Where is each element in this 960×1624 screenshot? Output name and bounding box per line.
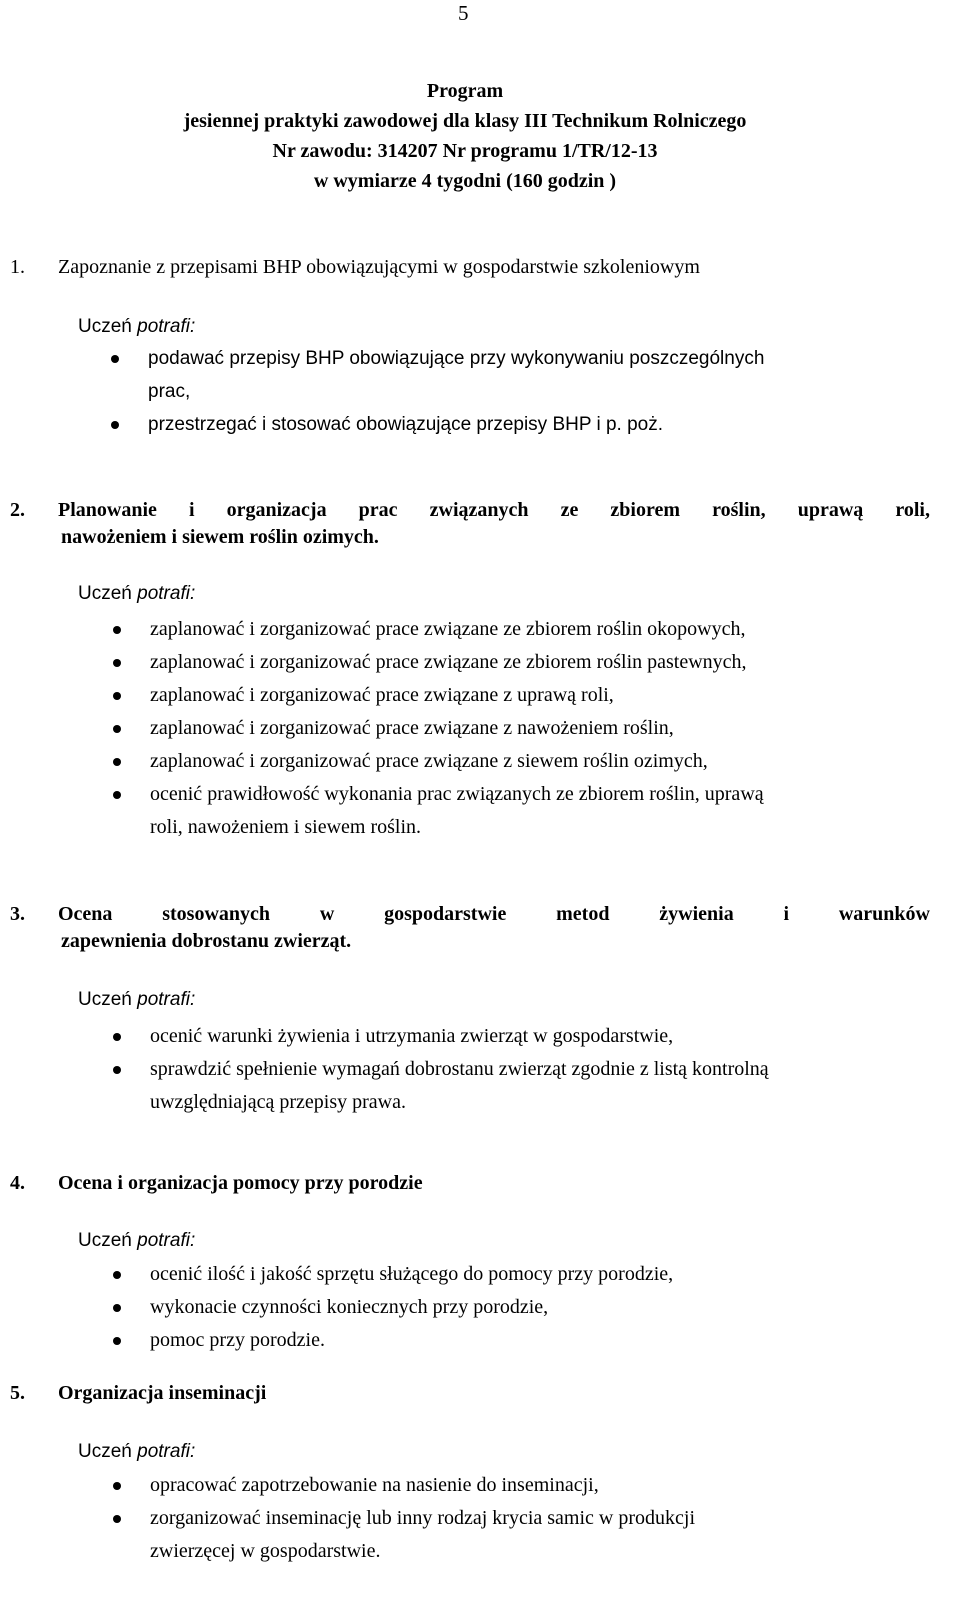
uczen-text: Uczeń	[78, 316, 138, 337]
section-title: Organizacja inseminacji	[58, 1382, 267, 1404]
section-title-cont: nawożeniem i siewem roślin ozimych.	[61, 526, 379, 548]
list-item: wykonacie czynności koniecznych przy porodzie,	[110, 1291, 910, 1324]
section-2-list	[110, 613, 910, 844]
section-2-heading	[10, 497, 930, 551]
section-1-list	[108, 342, 908, 441]
uczen-text: Uczeń	[78, 1230, 138, 1251]
list-item: zaplanować i zorganizować prace związane z siewem roślin ozimych,	[110, 745, 910, 778]
section-3-heading	[10, 901, 930, 955]
title-line: Program	[426, 80, 504, 102]
document-title	[0, 76, 930, 196]
list-item: opracować zapotrzebowanie na nasienie do inseminacji,	[110, 1469, 910, 1502]
section-title: Zapoznanie z przepisami BHP obowiązującymi w gospodarstwie szkoleniowym	[58, 256, 700, 278]
page-number: 5	[458, 1, 469, 25]
section-number: 2.	[10, 499, 25, 521]
uczen-text: Uczeń	[78, 583, 138, 604]
list-item: zorganizować inseminację lub inny rodzaj krycia samic w produkcji zwierzęcej w gospodarstwie.	[110, 1502, 910, 1568]
section-4-list	[110, 1258, 910, 1357]
list-item: zaplanować i zorganizować prace związane ze zbiorem roślin pastewnych,	[110, 646, 910, 679]
list-item: zaplanować i zorganizować prace związane z uprawą roli,	[110, 679, 910, 712]
section-3-uczen-label	[78, 988, 195, 1012]
uczen-text: Uczeń	[78, 989, 138, 1010]
list-item: zaplanować i zorganizować prace związane ze zbiorem roślin okopowych,	[110, 613, 910, 646]
section-number: 4.	[10, 1172, 25, 1194]
section-4-uczen-label	[78, 1229, 195, 1253]
potrafi-text: potrafi:	[137, 989, 196, 1010]
list-item: przestrzegać i stosować obowiązujące przepisy BHP i p. poż.	[108, 408, 908, 441]
potrafi-text: potrafi:	[137, 1230, 196, 1251]
list-item: ocenić ilość i jakość sprzętu służącego do pomocy przy porodzie,	[110, 1258, 910, 1291]
section-5-heading	[10, 1380, 930, 1407]
section-5-uczen-label	[78, 1440, 195, 1464]
list-item: ocenić prawidłowość wykonania prac związanych ze zbiorem roślin, uprawą roli, nawożeniem i siewem roślin.	[110, 778, 910, 844]
section-number: 3.	[10, 903, 25, 925]
section-number: 5.	[10, 1382, 25, 1404]
potrafi-text: potrafi:	[137, 583, 196, 604]
title-line: jesiennej praktyki zawodowej dla klasy III Technikum Rolniczego	[183, 110, 747, 132]
section-1-uczen-label	[78, 315, 195, 339]
title-line: Nr zawodu: 314207 Nr programu 1/TR/12-13	[272, 140, 658, 162]
title-line: w wymiarze 4 tygodni (160 godzin )	[313, 170, 617, 192]
potrafi-text: potrafi:	[137, 316, 196, 337]
potrafi-text: potrafi:	[137, 1441, 196, 1462]
section-4-heading	[10, 1170, 930, 1197]
section-title: Ocena stosowanych w gospodarstwie metod żywienia i warunków	[58, 903, 930, 925]
list-item: zaplanować i zorganizować prace związane z nawożeniem roślin,	[110, 712, 910, 745]
section-title: Planowanie i organizacja prac związanych ze zbiorem roślin, uprawą roli,	[58, 499, 930, 521]
section-title: Ocena i organizacja pomocy przy porodzie	[58, 1172, 423, 1194]
list-item: pomoc przy porodzie.	[110, 1324, 910, 1357]
list-item: podawać przepisy BHP obowiązujące przy wykonywaniu poszczególnych prac,	[108, 342, 908, 408]
section-title-cont: zapewnienia dobrostanu zwierząt.	[61, 930, 352, 952]
section-5-list	[110, 1469, 910, 1568]
uczen-text: Uczeń	[78, 1441, 138, 1462]
section-number: 1.	[10, 256, 25, 278]
list-item: sprawdzić spełnienie wymagań dobrostanu zwierząt zgodnie z listą kontrolną uwzględniającą przepisy prawa.	[110, 1053, 910, 1119]
list-item: ocenić warunki żywienia i utrzymania zwierząt w gospodarstwie,	[110, 1020, 910, 1053]
section-3-list	[110, 1020, 910, 1119]
section-2-uczen-label	[78, 582, 195, 606]
section-1-heading	[10, 254, 930, 281]
